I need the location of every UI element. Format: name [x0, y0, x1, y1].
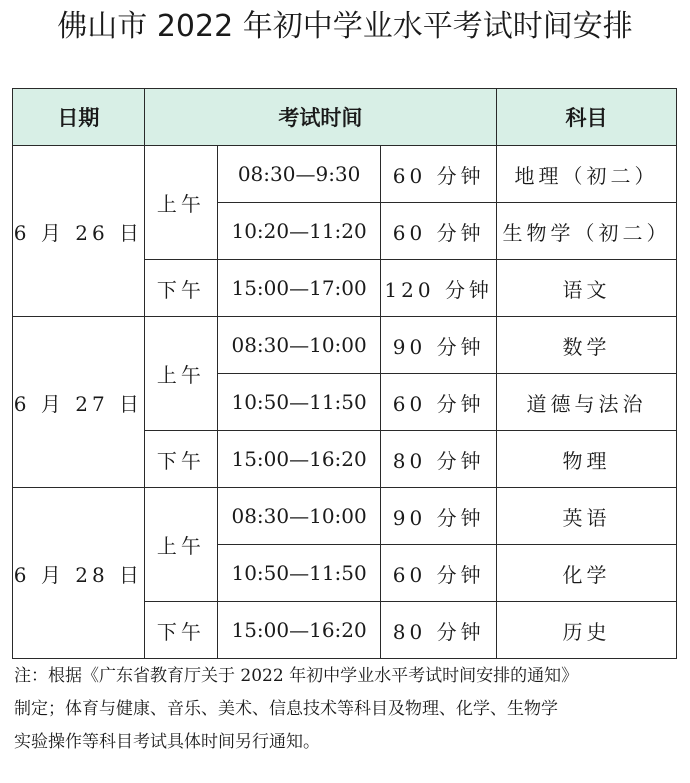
- footnote-line: 制定；体育与健康、音乐、美术、信息技术等科目及物理、化学、生物学: [14, 699, 558, 719]
- date-cell: 6 月 27 日: [13, 317, 145, 488]
- duration-cell: 120 分钟: [381, 260, 496, 317]
- table-header-row: [13, 89, 677, 146]
- afternoon-cell: 下午: [144, 431, 217, 488]
- time-cell: 08:30—10:00: [217, 488, 381, 545]
- morning-cell: 上午: [144, 488, 217, 602]
- duration-cell: 90 分钟: [381, 317, 496, 374]
- subject-cell: 生物学（初二）: [496, 203, 676, 260]
- exam-schedule-table: [12, 88, 677, 659]
- table-row: [13, 317, 677, 374]
- time-cell: 15:00—16:20: [217, 602, 381, 659]
- afternoon-cell: 下午: [144, 260, 217, 317]
- time-cell: 15:00—17:00: [217, 260, 381, 317]
- time-cell: 08:30—9:30: [217, 146, 381, 203]
- date-cell: 6 月 28 日: [13, 488, 145, 659]
- header-subject: 科目: [496, 89, 676, 146]
- duration-cell: 60 分钟: [381, 146, 496, 203]
- time-cell: 10:50—11:50: [217, 374, 381, 431]
- time-cell: 15:00—16:20: [217, 431, 381, 488]
- morning-cell: 上午: [144, 317, 217, 431]
- subject-cell: 英语: [496, 488, 676, 545]
- header-exam-time: 考试时间: [144, 89, 496, 146]
- duration-cell: 90 分钟: [381, 488, 496, 545]
- time-cell: 10:20—11:20: [217, 203, 381, 260]
- time-cell: 10:50—11:50: [217, 545, 381, 602]
- page-title: 佛山市 2022 年初中学业水平考试时间安排: [57, 9, 633, 44]
- footnote-line: 注：根据《广东省教育厅关于 2022 年初中学业水平考试时间安排的通知》: [14, 666, 579, 686]
- subject-cell: 历史: [496, 602, 676, 659]
- duration-cell: 60 分钟: [381, 203, 496, 260]
- footnote-line: 实验操作等科目考试具体时间另行通知。: [14, 732, 320, 752]
- duration-cell: 60 分钟: [381, 545, 496, 602]
- subject-cell: 化学: [496, 545, 676, 602]
- date-cell: 6 月 26 日: [13, 146, 145, 317]
- afternoon-cell: 下午: [144, 602, 217, 659]
- duration-cell: 80 分钟: [381, 602, 496, 659]
- subject-cell: 数学: [496, 317, 676, 374]
- subject-cell: 道德与法治: [496, 374, 676, 431]
- duration-cell: 60 分钟: [381, 374, 496, 431]
- table-row: [13, 146, 677, 203]
- table-row: [13, 488, 677, 545]
- duration-cell: 80 分钟: [381, 431, 496, 488]
- subject-cell: 语文: [496, 260, 676, 317]
- subject-cell: 地理（初二）: [496, 146, 676, 203]
- subject-cell: 物理: [496, 431, 676, 488]
- time-cell: 08:30—10:00: [217, 317, 381, 374]
- header-date: 日期: [13, 89, 145, 146]
- footnote: [14, 660, 684, 759]
- morning-cell: 上午: [144, 146, 217, 260]
